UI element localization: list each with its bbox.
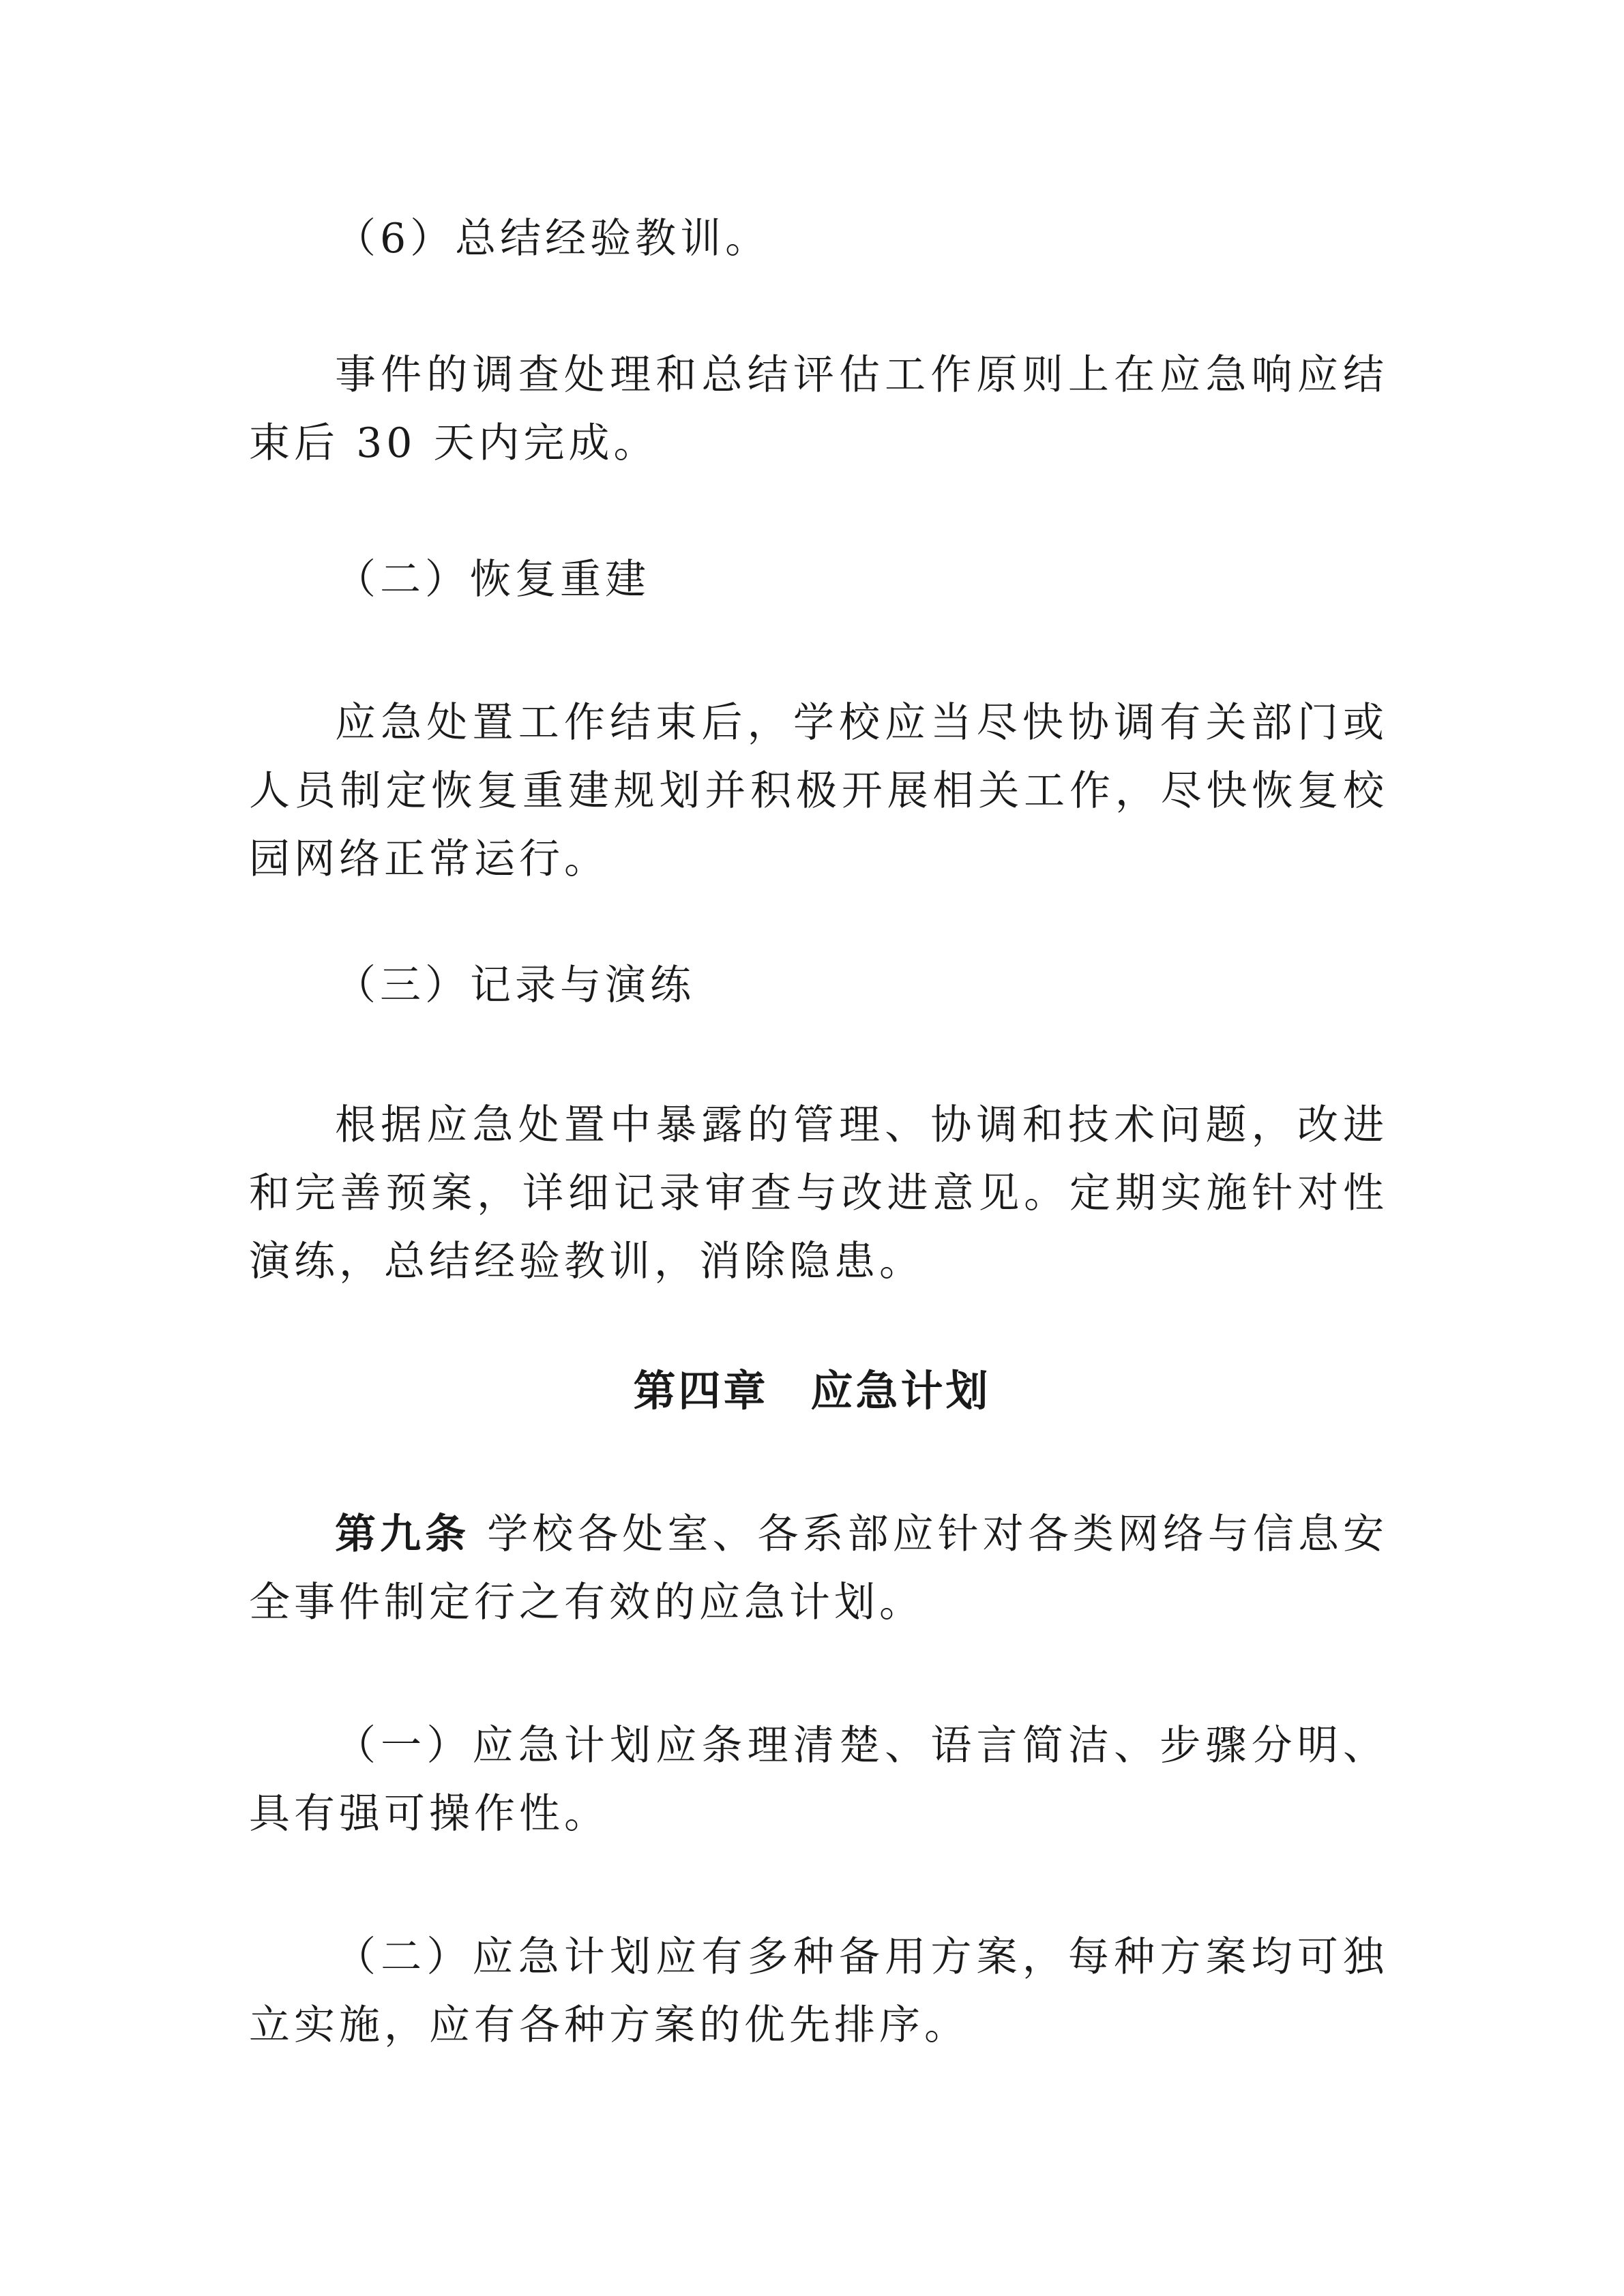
article-text: 学校各处室、各系部应针对各类网络与信息安全事件制定行之有效的应急计划。 bbox=[249, 1510, 1389, 1626]
paragraph-plan-alternatives: （二）应急计划应有多种备用方案，每种方案均可独立实施，应有各种方案的优先排序。 bbox=[249, 1933, 1388, 2049]
chapter-number: 第四章 bbox=[633, 1366, 769, 1416]
chapter-title: 应急计划 bbox=[810, 1366, 991, 1416]
subheading-recovery: （二）恢复重建 bbox=[335, 556, 650, 603]
subheading-records-drills: （三）记录与演练 bbox=[335, 961, 695, 1009]
paragraph-records-drills: 根据应急处置中暴露的管理、协调和技术问题，改进和完善预案，详细记录审查与改进意见。定期实施针对性演练，总结经验教训，消除隐患。 bbox=[249, 1101, 1388, 1285]
article-nine bbox=[249, 1500, 1388, 1637]
chapter-heading bbox=[0, 1357, 1624, 1425]
paragraph-plan-clarity: （一）应急计划应条理清楚、语言简洁、步骤分明、具有强可操作性。 bbox=[249, 1722, 1388, 1838]
paragraph-summary-lessons: （6）总结经验教训。 bbox=[335, 215, 771, 263]
article-label: 第九条 bbox=[335, 1510, 471, 1558]
paragraph-recovery: 应急处置工作结束后，学校应当尽快协调有关部门或人员制定恢复重建规划并积极开展相关工作，尽快恢复校园网络正常运行。 bbox=[249, 699, 1388, 883]
paragraph-investigation-deadline: 事件的调查处理和总结评估工作原则上在应急响应结束后 30 天内完成。 bbox=[249, 351, 1388, 467]
